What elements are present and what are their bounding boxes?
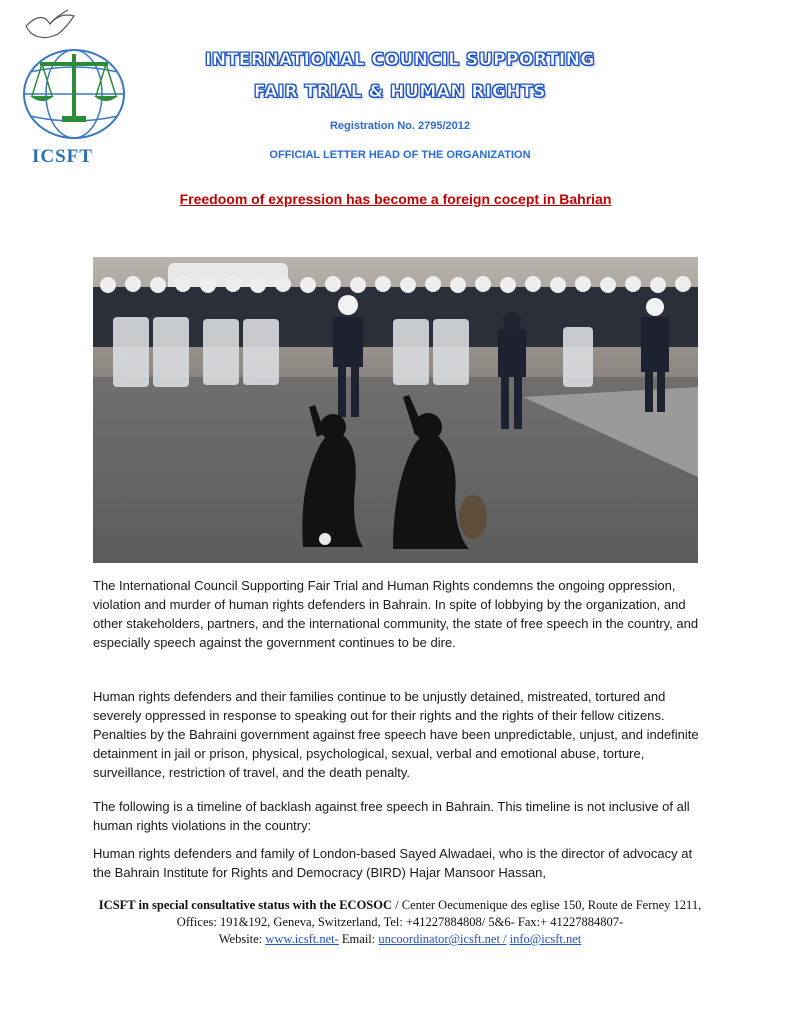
organization-title-line1: INTERNATIONAL COUNCIL SUPPORTING [205, 50, 595, 70]
paragraph-1: The International Council Supporting Fair Trial and Human Rights condemns the ongoing oppression, violation and murder of human rights defenders in Bahrain. In spite of lobbying by the organization, and other stakeholders, partners, and the international community, the state of free speech in the country, and especially speech against the government continues to be dire. [93, 578, 699, 650]
paragraph-2: Human rights defenders and their families continue to be unjustly detained, mistreated, tortured and severely oppressed in response to speaking out for their rights and the rights of their fellow citizens. Penalties by the Bahraini government against free speech have been unpredictable, unjust, and indefinite detainment in jail or prison, physical, psychological, sexual, verbal and emotional abuse, torture, surveillance, restriction of travel, and the death penalty. [93, 689, 699, 780]
article-headline: Freedoom of expression has become a foreign cocept in Bahrian [179, 191, 612, 207]
paragraph-3: The following is a timeline of backlash against free speech in Bahrain. This timeline is not inclusive of all human rights violations in the country: [93, 799, 690, 833]
letterhead-footer [90, 897, 710, 948]
registration-number: Registration No. 2795/2012 [329, 120, 470, 132]
dove-scales-globe-icon [12, 6, 132, 146]
protest-photo [93, 257, 698, 563]
office-address: / Center Oecumenique des eglise 150, Route de Ferney 1211, Offices: 191&192, Geneva, Switzerland, Tel: +41227884808/ 5&6- Fax:+ 41227884807- [176, 898, 702, 929]
protest-scene-image [93, 257, 698, 563]
official-letterhead-label: OFFICIAL LETTER HEAD OF THE ORGANIZATION [269, 149, 531, 161]
organization-title-line2: FAIR TRIAL & HUMAN RIGHTS [253, 82, 546, 102]
organization-logo [12, 6, 132, 166]
email-label: Email: [338, 932, 379, 946]
consultative-status: ICSFT in special consultative status with the ECOSOC [98, 898, 393, 912]
website-link[interactable]: www.icsft.net- [265, 932, 339, 946]
paragraph-4: Human rights defenders and family of London-based Sayed Alwadaei, who is the director of advocacy at the Bahrain Institute for Rights and Democracy (BIRD) Hajar Mansoor Hassan, [93, 846, 693, 880]
email-link-info[interactable]: info@icsft.net [509, 932, 582, 946]
website-label: Website: [218, 932, 266, 946]
logo-text: ICSFT [32, 146, 93, 167]
email-link-uncoordinator[interactable]: uncoordinator@icsft.net / [378, 932, 507, 946]
